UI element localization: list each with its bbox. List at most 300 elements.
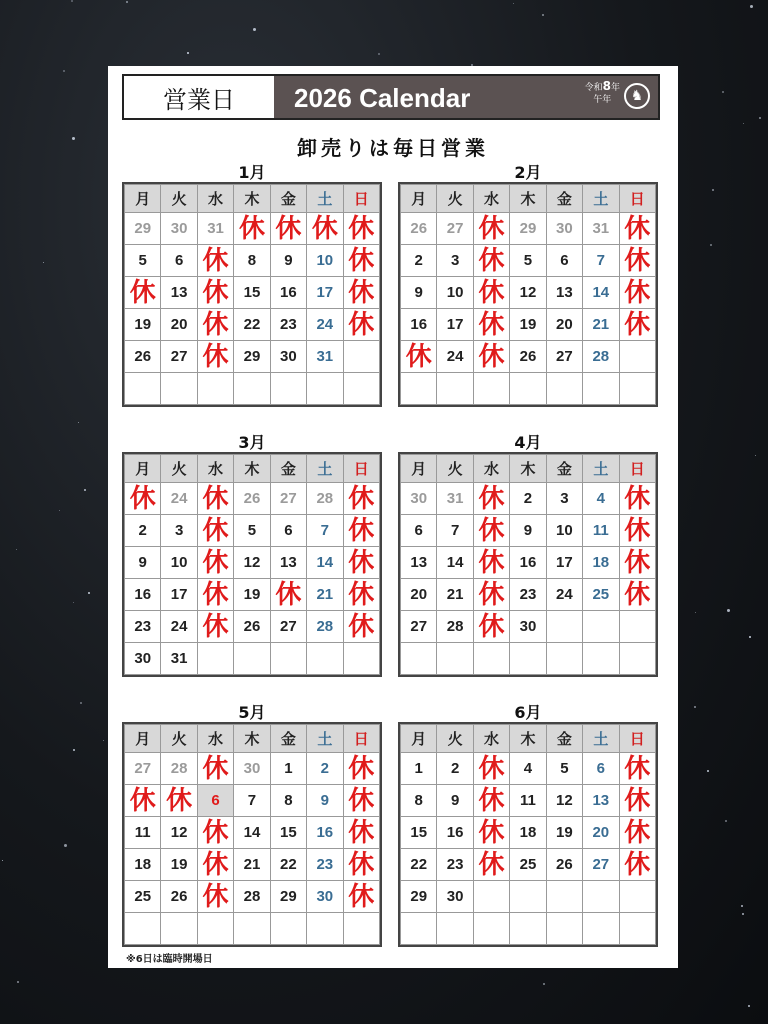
day-cell: [343, 373, 379, 405]
day-cell: 28: [437, 611, 473, 643]
star: [727, 609, 730, 612]
day-cell: [546, 881, 582, 913]
week-row: [125, 277, 380, 309]
day-cell: [234, 373, 270, 405]
holiday-cell: 休: [619, 817, 655, 849]
holiday-cell: 休: [197, 579, 233, 611]
star: [63, 70, 65, 72]
week-row: [125, 611, 380, 643]
holiday-cell: 休: [473, 277, 509, 309]
week-row: [401, 547, 656, 579]
month-grid: [398, 452, 658, 677]
holiday-cell: 休: [343, 547, 379, 579]
day-cell: [161, 373, 197, 405]
day-cell: 11: [125, 817, 161, 849]
holiday-cell: 休: [197, 881, 233, 913]
star: [2, 860, 3, 861]
star: [759, 117, 761, 119]
day-cell: 16: [125, 579, 161, 611]
day-cell: 5: [510, 245, 546, 277]
day-cell: 9: [510, 515, 546, 547]
holiday-cell: 休: [473, 245, 509, 277]
month-grid: [122, 722, 382, 947]
era-name: 令和: [584, 83, 603, 93]
day-cell: [307, 913, 343, 945]
day-cell: 6: [161, 245, 197, 277]
day-cell: 30: [307, 881, 343, 913]
star: [755, 455, 756, 456]
week-row: [401, 515, 656, 547]
day-cell: [437, 643, 473, 675]
day-cell: [546, 913, 582, 945]
day-cell: [197, 643, 233, 675]
holiday-cell: 休: [619, 213, 655, 245]
day-cell: 26: [510, 341, 546, 373]
day-cell: 14: [437, 547, 473, 579]
day-cell: [125, 913, 161, 945]
holiday-cell: 休: [197, 817, 233, 849]
day-cell: 13: [270, 547, 306, 579]
day-cell: 30: [437, 881, 473, 913]
week-row: [125, 579, 380, 611]
day-cell: 6: [583, 753, 619, 785]
day-cell: [583, 643, 619, 675]
day-cell: 16: [307, 817, 343, 849]
day-cell: 2: [510, 483, 546, 515]
week-row: [401, 309, 656, 341]
holiday-cell: 休: [473, 579, 509, 611]
day-cell: 25: [125, 881, 161, 913]
star: [707, 770, 709, 772]
week-row: [125, 817, 380, 849]
star: [64, 844, 67, 847]
holiday-cell: 休: [343, 309, 379, 341]
star: [695, 612, 696, 613]
day-cell: 21: [307, 579, 343, 611]
week-row: [401, 849, 656, 881]
holiday-cell: 休: [473, 785, 509, 817]
holiday-cell: 休: [401, 341, 437, 373]
special-open-day-cell: 6: [197, 785, 233, 817]
week-row: [401, 373, 656, 405]
holiday-cell: 休: [234, 213, 270, 245]
weekday-header: 金: [546, 185, 582, 213]
day-cell: [583, 611, 619, 643]
weekday-header: 金: [270, 725, 306, 753]
day-cell: [473, 913, 509, 945]
horse-icon: ♞: [624, 83, 650, 109]
day-cell: 23: [307, 849, 343, 881]
day-cell: 10: [546, 515, 582, 547]
holiday-cell: 休: [270, 213, 306, 245]
day-cell: 29: [401, 881, 437, 913]
day-cell: 30: [234, 753, 270, 785]
star: [73, 602, 74, 603]
day-cell: 29: [270, 881, 306, 913]
holiday-cell: 休: [343, 277, 379, 309]
holiday-cell: 休: [473, 611, 509, 643]
day-cell: 28: [307, 611, 343, 643]
day-cell: 5: [546, 753, 582, 785]
day-cell: 27: [125, 753, 161, 785]
day-cell: 23: [510, 579, 546, 611]
star: [103, 740, 104, 741]
weekday-header: 日: [619, 455, 655, 483]
week-row: [401, 277, 656, 309]
day-cell: 27: [401, 611, 437, 643]
holiday-cell: 休: [343, 483, 379, 515]
star: [253, 28, 256, 31]
day-cell: 9: [125, 547, 161, 579]
star: [748, 1005, 750, 1007]
holiday-cell: 休: [125, 785, 161, 817]
day-cell: [619, 341, 655, 373]
day-cell: 2: [437, 753, 473, 785]
week-row: [401, 213, 656, 245]
day-cell: 30: [401, 483, 437, 515]
holiday-cell: 休: [473, 515, 509, 547]
month-title: 5月: [238, 703, 266, 722]
day-cell: 27: [161, 341, 197, 373]
holiday-cell: 休: [197, 753, 233, 785]
day-cell: 10: [307, 245, 343, 277]
holiday-cell: 休: [473, 309, 509, 341]
holiday-cell: 休: [197, 309, 233, 341]
holiday-cell: 休: [343, 785, 379, 817]
holiday-cell: 休: [197, 515, 233, 547]
day-cell: 13: [161, 277, 197, 309]
weekday-header: 日: [619, 725, 655, 753]
day-cell: 12: [510, 277, 546, 309]
day-cell: 14: [583, 277, 619, 309]
month-grid: [398, 722, 658, 947]
day-cell: [437, 913, 473, 945]
subtitle: 卸売りは毎日営業: [297, 136, 489, 160]
week-row: [125, 881, 380, 913]
star: [710, 244, 712, 246]
holiday-cell: 休: [343, 849, 379, 881]
weekday-header: 金: [270, 185, 306, 213]
star: [513, 3, 514, 4]
week-row: [125, 643, 380, 675]
holiday-cell: 休: [619, 753, 655, 785]
day-cell: [401, 643, 437, 675]
day-cell: 19: [546, 817, 582, 849]
day-cell: 11: [583, 515, 619, 547]
weekday-header: 火: [161, 725, 197, 753]
day-cell: [343, 913, 379, 945]
star: [88, 592, 90, 594]
weekday-header: 木: [510, 725, 546, 753]
weekday-header: 月: [125, 455, 161, 483]
weekday-header: 日: [343, 185, 379, 213]
star: [73, 749, 75, 751]
day-cell: 6: [401, 515, 437, 547]
holiday-cell: 休: [473, 547, 509, 579]
star: [742, 913, 744, 915]
day-cell: [619, 643, 655, 675]
star: [543, 983, 545, 985]
day-cell: 18: [125, 849, 161, 881]
week-row: [125, 849, 380, 881]
weekday-header: 月: [125, 185, 161, 213]
day-cell: 19: [125, 309, 161, 341]
day-cell: 10: [437, 277, 473, 309]
day-cell: 25: [583, 579, 619, 611]
day-cell: 24: [161, 483, 197, 515]
star: [722, 91, 724, 93]
month-title: 4月: [514, 433, 542, 452]
day-cell: 5: [125, 245, 161, 277]
footnote: ※6日は臨時開場日: [126, 954, 213, 965]
star: [725, 820, 727, 822]
star: [59, 510, 60, 511]
holiday-cell: 休: [619, 849, 655, 881]
star: [17, 981, 19, 983]
day-cell: 10: [161, 547, 197, 579]
day-cell: 23: [125, 611, 161, 643]
day-cell: 8: [401, 785, 437, 817]
day-cell: 15: [270, 817, 306, 849]
day-cell: [510, 913, 546, 945]
weekday-header: 水: [473, 725, 509, 753]
calendar-title: 2026 Calendar: [294, 83, 471, 113]
day-cell: 31: [197, 213, 233, 245]
day-cell: 12: [161, 817, 197, 849]
day-cell: [583, 373, 619, 405]
day-cell: [270, 913, 306, 945]
weekday-header: 月: [401, 725, 437, 753]
day-cell: 1: [270, 753, 306, 785]
day-cell: [510, 373, 546, 405]
day-cell: 23: [437, 849, 473, 881]
holiday-cell: 休: [619, 309, 655, 341]
week-row: [125, 785, 380, 817]
day-cell: 15: [234, 277, 270, 309]
weekday-header: 木: [234, 725, 270, 753]
week-row: [125, 547, 380, 579]
day-cell: 17: [161, 579, 197, 611]
day-cell: 26: [401, 213, 437, 245]
day-cell: 8: [234, 245, 270, 277]
day-cell: 26: [234, 611, 270, 643]
day-cell: 5: [234, 515, 270, 547]
day-cell: 28: [307, 483, 343, 515]
day-cell: [510, 643, 546, 675]
week-row: [401, 341, 656, 373]
day-cell: [473, 373, 509, 405]
day-cell: 16: [401, 309, 437, 341]
star: [749, 636, 751, 638]
week-row: [125, 309, 380, 341]
day-cell: [473, 881, 509, 913]
day-cell: 26: [161, 881, 197, 913]
holiday-cell: 休: [343, 515, 379, 547]
day-cell: 14: [307, 547, 343, 579]
day-cell: 27: [270, 611, 306, 643]
weekday-header: 月: [401, 185, 437, 213]
star: [378, 53, 380, 55]
day-cell: [619, 913, 655, 945]
star: [80, 702, 82, 704]
day-cell: 22: [234, 309, 270, 341]
day-cell: [619, 881, 655, 913]
day-cell: [619, 373, 655, 405]
day-cell: 9: [401, 277, 437, 309]
day-cell: 18: [583, 547, 619, 579]
weekday-header: 火: [161, 185, 197, 213]
day-cell: 26: [546, 849, 582, 881]
star: [694, 706, 696, 708]
day-cell: 17: [546, 547, 582, 579]
day-cell: 19: [510, 309, 546, 341]
day-cell: 24: [546, 579, 582, 611]
star: [126, 1, 128, 3]
week-row: [401, 579, 656, 611]
day-cell: 29: [125, 213, 161, 245]
week-row: [125, 753, 380, 785]
day-cell: 28: [161, 753, 197, 785]
week-row: [125, 913, 380, 945]
day-cell: 21: [234, 849, 270, 881]
holiday-cell: 休: [473, 817, 509, 849]
month-title: 3月: [238, 433, 266, 452]
day-cell: 13: [401, 547, 437, 579]
day-cell: 28: [234, 881, 270, 913]
day-cell: 4: [510, 753, 546, 785]
holiday-cell: 休: [473, 213, 509, 245]
day-cell: 29: [510, 213, 546, 245]
weekday-header: 金: [546, 725, 582, 753]
holiday-cell: 休: [343, 611, 379, 643]
day-cell: 3: [437, 245, 473, 277]
holiday-cell: 休: [270, 579, 306, 611]
weekday-header: 火: [161, 455, 197, 483]
star: [750, 5, 753, 8]
day-cell: [401, 373, 437, 405]
weekday-header: 月: [125, 725, 161, 753]
day-cell: 30: [161, 213, 197, 245]
era-year: 8: [602, 79, 611, 93]
day-cell: 27: [546, 341, 582, 373]
week-row: [401, 643, 656, 675]
day-cell: 30: [270, 341, 306, 373]
day-cell: [619, 611, 655, 643]
day-cell: [473, 643, 509, 675]
day-cell: 25: [510, 849, 546, 881]
day-cell: 9: [270, 245, 306, 277]
zodiac-year: 午年: [593, 95, 612, 105]
weekday-header: 土: [307, 185, 343, 213]
weekday-header: 水: [473, 185, 509, 213]
day-cell: 24: [437, 341, 473, 373]
day-cell: 17: [437, 309, 473, 341]
holiday-cell: 休: [619, 277, 655, 309]
day-cell: 7: [437, 515, 473, 547]
day-cell: [583, 913, 619, 945]
weekday-header: 土: [307, 455, 343, 483]
star: [78, 422, 79, 423]
holiday-cell: 休: [197, 611, 233, 643]
weekday-header: 木: [510, 185, 546, 213]
day-cell: [510, 881, 546, 913]
day-cell: 30: [510, 611, 546, 643]
day-cell: [343, 643, 379, 675]
day-cell: 22: [401, 849, 437, 881]
day-cell: 11: [510, 785, 546, 817]
day-cell: 26: [234, 483, 270, 515]
day-cell: 6: [546, 245, 582, 277]
month-title: 6月: [514, 703, 542, 722]
day-cell: 9: [307, 785, 343, 817]
day-cell: 21: [583, 309, 619, 341]
day-cell: 16: [270, 277, 306, 309]
star: [741, 905, 743, 907]
day-cell: [401, 913, 437, 945]
star: [743, 123, 744, 124]
month-title: 2月: [514, 163, 542, 182]
day-cell: 27: [437, 213, 473, 245]
holiday-cell: 休: [125, 277, 161, 309]
day-cell: 16: [437, 817, 473, 849]
holiday-cell: 休: [619, 515, 655, 547]
day-cell: 20: [161, 309, 197, 341]
business-days-label: 営業日: [124, 76, 276, 118]
holiday-cell: 休: [619, 579, 655, 611]
day-cell: 13: [546, 277, 582, 309]
day-cell: 20: [546, 309, 582, 341]
day-cell: 28: [583, 341, 619, 373]
day-cell: [583, 881, 619, 913]
calendar-header: [122, 74, 660, 120]
day-cell: 20: [401, 579, 437, 611]
day-cell: [546, 643, 582, 675]
day-cell: 29: [234, 341, 270, 373]
holiday-cell: 休: [343, 753, 379, 785]
day-cell: 13: [583, 785, 619, 817]
day-cell: 2: [401, 245, 437, 277]
day-cell: 31: [307, 341, 343, 373]
holiday-cell: 休: [473, 849, 509, 881]
week-row: [401, 753, 656, 785]
weekday-header: 金: [546, 455, 582, 483]
weekday-header: 月: [401, 455, 437, 483]
day-cell: 8: [270, 785, 306, 817]
day-cell: [197, 913, 233, 945]
week-row: [401, 913, 656, 945]
month-grid: [122, 182, 382, 407]
weekday-header: 火: [437, 455, 473, 483]
day-cell: 31: [161, 643, 197, 675]
day-cell: [125, 373, 161, 405]
weekday-header: 金: [270, 455, 306, 483]
weekday-header: 土: [307, 725, 343, 753]
weekday-header: 水: [473, 455, 509, 483]
weekday-header: 火: [437, 725, 473, 753]
day-cell: [270, 643, 306, 675]
day-cell: [197, 373, 233, 405]
day-cell: 21: [437, 579, 473, 611]
day-cell: 9: [437, 785, 473, 817]
day-cell: 19: [234, 579, 270, 611]
holiday-cell: 休: [197, 849, 233, 881]
japanese-era: [585, 80, 620, 106]
holiday-cell: 休: [343, 817, 379, 849]
holiday-cell: 休: [197, 277, 233, 309]
weekday-header: 土: [583, 185, 619, 213]
star: [84, 489, 86, 491]
era-year-suffix: 年: [610, 83, 620, 93]
